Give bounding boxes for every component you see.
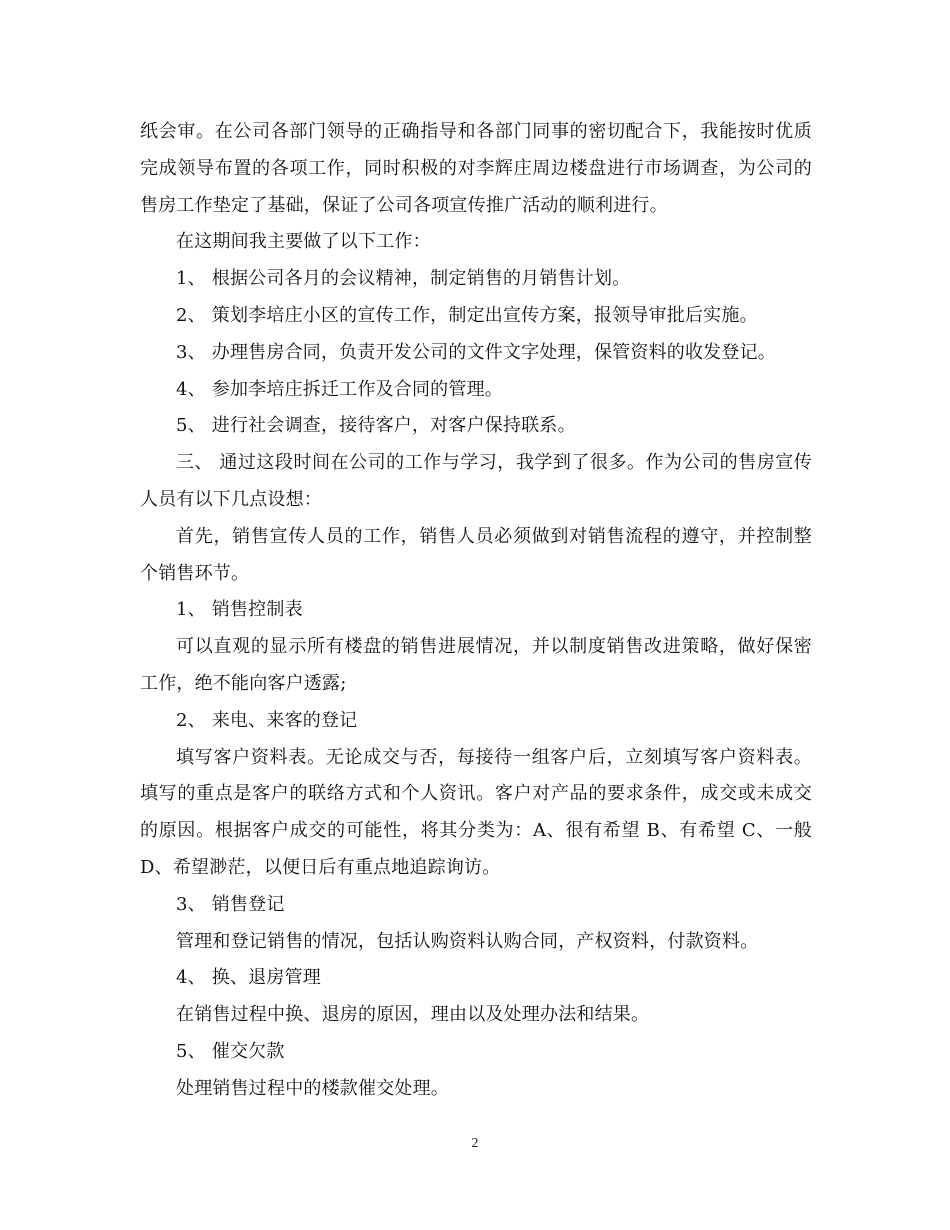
paragraph-payment-collection: 处理销售过程中的楼款催交处理。 [176,1077,449,1099]
subheading-sales-control-table: 1、 销售控制表 [176,599,303,621]
list-item-work-2: 2、 策划李培庄小区的宣传工作，制定出宣传方案，报领导审批后实施。 [176,304,758,326]
list-item-work-4: 4、 参加李培庄拆迁工作及合同的管理。 [176,378,503,400]
paragraph-work-intro: 在这期间我主要做了以下工作： [176,231,431,253]
section-three-heading: 三、 通过这段时间在公司的工作与学习，我学到了很多。作为公司的售房宣传人员有以下几点设想： [140,452,812,510]
page-number: 2 [471,1136,479,1151]
list-item-work-3: 3、 办理售房合同，负责开发公司的文件文字处理，保管资料的收发登记。 [176,341,776,363]
list-item-work-5: 5、 进行社会调查，接待客户，对客户保持联系。 [176,415,576,437]
document-body [140,114,812,1108]
subheading-sales-registration: 3、 销售登记 [176,893,285,915]
list-item-work-1: 1、 根据公司各月的会议精神，制定销售的月销售计划。 [176,268,631,290]
subheading-call-visitor-registration: 2、 来电、来客的登记 [176,709,358,731]
subheading-payment-collection: 5、 催交欠款 [176,1040,285,1062]
paragraph-continuation: 纸会审。在公司各部门领导的正确指导和各部门同事的密切配合下，我能按时优质完成领导布置的各项工作，同时积极的对李辉庄周边楼盘进行市场调查，为公司的售房工作垫定了基础，保证了公司各项宣传推广活动的顺利进行。 [140,121,812,216]
subheading-exchange-return: 4、 换、退房管理 [176,967,321,989]
paragraph-exchange-return: 在销售过程中换、退房的原因，理由以及处理办法和结果。 [176,1004,650,1026]
paragraph-sales-control-table: 可以直观的显示所有楼盘的销售进展情况，并以制度销售改进策略，做好保密工作，绝不能向客户透露; [140,636,812,694]
paragraph-sales-registration: 管理和登记销售的情况，包括认购资料认购合同，产权资料，付款资料。 [176,930,759,952]
paragraph-first-point: 首先，销售宣传人员的工作，销售人员必须做到对销售流程的遵守，并控制整个销售环节。 [140,525,812,584]
paragraph-customer-form: 填写客户资料表。无论成交与否，每接待一组客户后，立刻填写客户资料表。填写的重点是客户的联络方式和个人资讯。客户对产品的要求条件，成交或未成交的原因。根据客户成交的可能性，将其分类为：A、很有希望 B、有希望 C、一般 D、希望渺茫，以便日后有重点地追踪询访。 [140,746,812,878]
